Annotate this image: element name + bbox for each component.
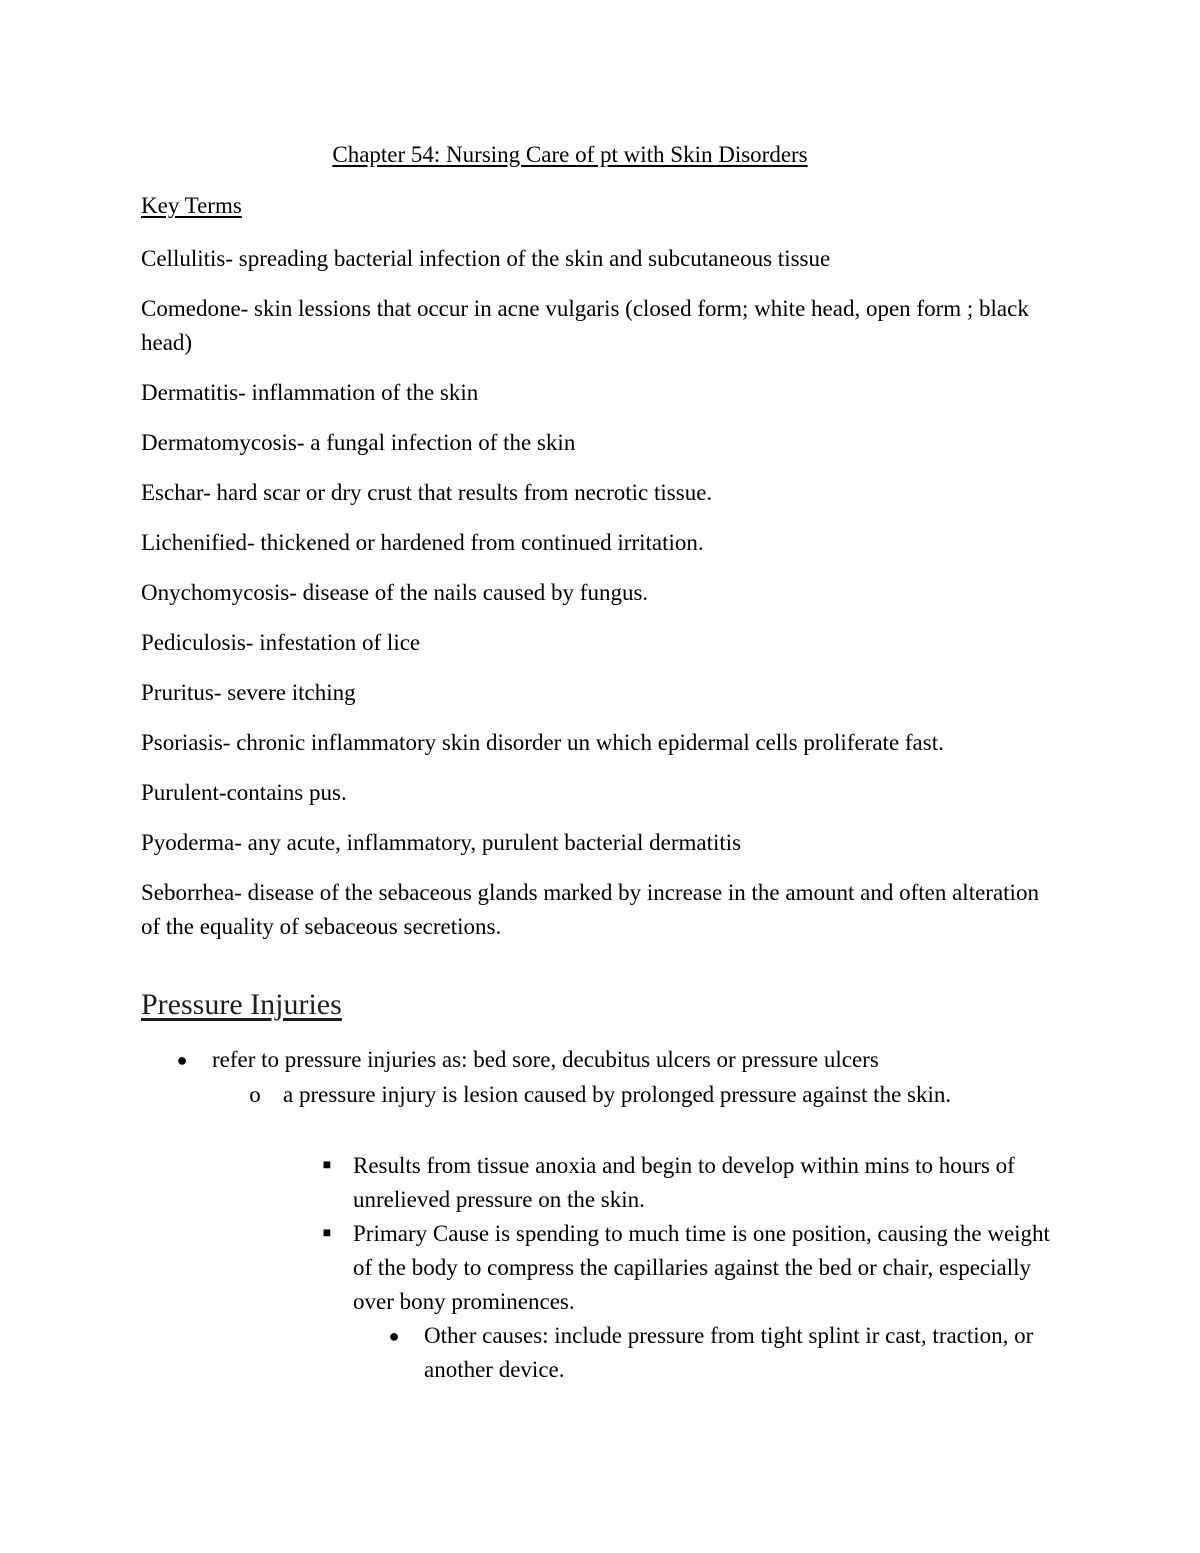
term-eschar: Eschar- hard scar or dry crust that results from necrotic tissue. (141, 480, 713, 505)
bullet-text: a pressure injury is lesion caused by prolonged pressure against the skin. (283, 1082, 952, 1107)
circle-bullet-icon: o (249, 1082, 261, 1107)
bullet-level-3 (322, 1149, 1053, 1217)
bullet-text: refer to pressure injuries as: bed sore, decubitus ulcers or pressure ulcers (212, 1047, 879, 1072)
term-pruritus: Pruritus- severe itching (141, 680, 356, 705)
bullet-level-2 (249, 1078, 1043, 1112)
term-pyoderma: Pyoderma- any acute, inflammatory, purulent bacterial dermatitis (141, 830, 742, 855)
term-seborrhea: Seborrhea- disease of the sebaceous glands marked by increase in the amount and often alteration of the equality of sebaceous secretions. (141, 880, 1039, 939)
term-purulent: Purulent-contains pus. (141, 780, 347, 805)
bullet-level-4 (388, 1319, 1064, 1387)
square-bullet-icon: ■ (322, 1226, 332, 1241)
term-comedone: Comedone- skin lessions that occur in acne vulgaris (closed form; white head, open form ; black head) (141, 296, 1029, 355)
pressure-injuries-heading: Pressure Injuries (141, 988, 342, 1021)
disc-bullet-icon: ● (388, 1326, 400, 1346)
term-dermatitis: Dermatitis- inflammation of the skin (141, 380, 479, 405)
term-cellulitis: Cellulitis- spreading bacterial infection of the skin and subcutaneous tissue (141, 246, 831, 271)
bullet-text: Results from tissue anoxia and begin to develop within mins to hours of unrelieved pressure on the skin. (353, 1153, 1015, 1212)
bullet-level-1 (176, 1043, 1072, 1077)
term-dermatomycosis: Dermatomycosis- a fungal infection of the skin (141, 430, 576, 455)
term-onychomycosis: Onychomycosis- disease of the nails caused by fungus. (141, 580, 649, 605)
bullet-text: Primary Cause is spending to much time is one position, causing the weight of the body to compress the capillaries against the bed or chair, especially over bony prominences. (353, 1221, 1050, 1314)
disc-bullet-icon: ● (176, 1050, 188, 1070)
term-psoriasis: Psoriasis- chronic inflammatory skin disorder un which epidermal cells proliferate fast. (141, 730, 944, 755)
square-bullet-icon: ■ (322, 1158, 332, 1173)
term-pediculosis: Pediculosis- infestation of lice (141, 630, 421, 655)
key-terms-list (141, 242, 1061, 960)
bullet-level-3 (322, 1217, 1053, 1319)
key-terms-heading: Key Terms (141, 193, 242, 218)
term-lichenified: Lichenified- thickened or hardened from continued irritation. (141, 530, 704, 555)
page-title: Chapter 54: Nursing Care of pt with Skin Disorders (332, 142, 808, 167)
bullet-text: Other causes: include pressure from tight splint ir cast, traction, or another device. (424, 1323, 1034, 1382)
